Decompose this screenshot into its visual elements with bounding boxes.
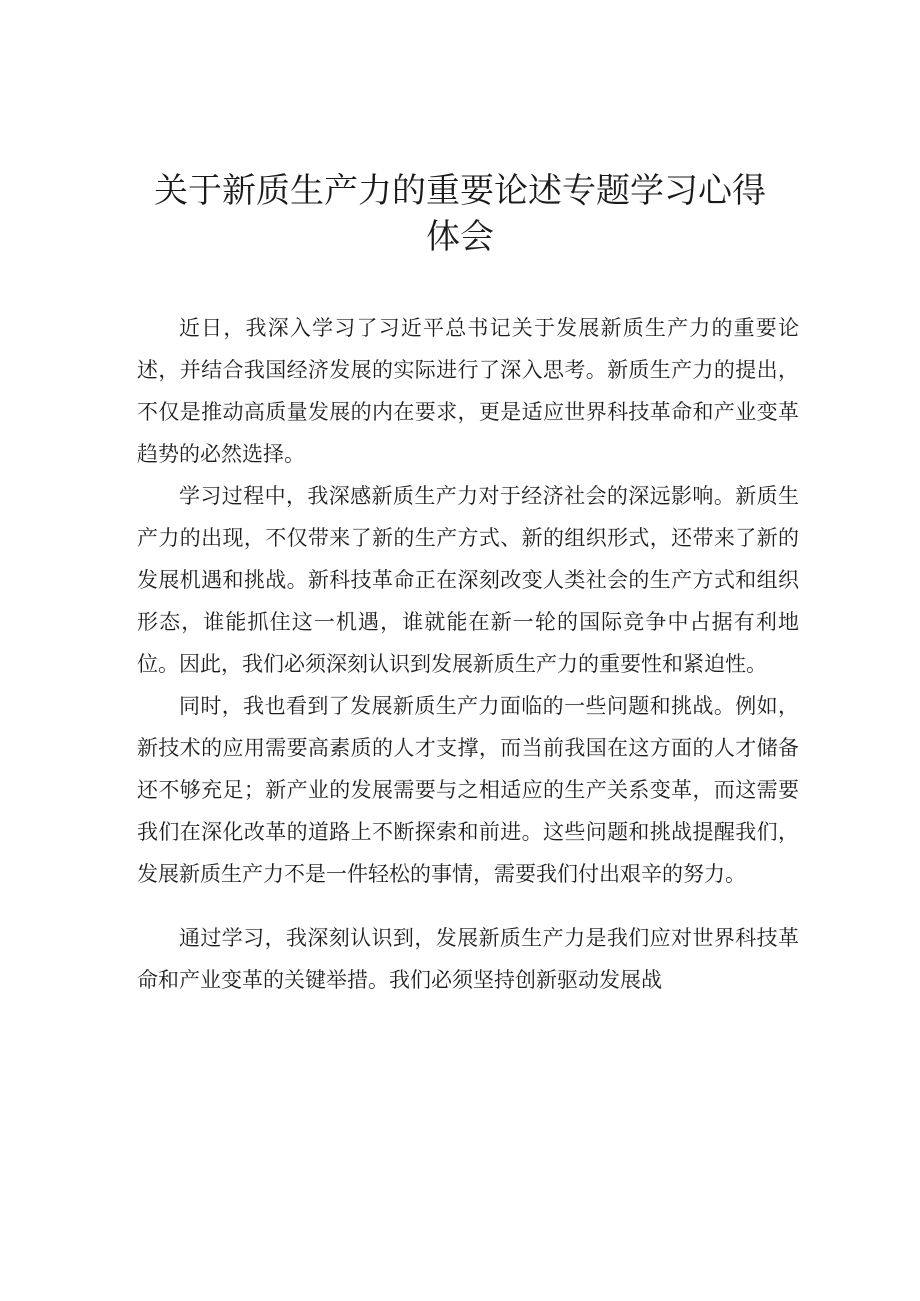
document-title [110,168,810,260]
title-line-1: 关于新质生产力的重要论述专题学习心得 [154,171,766,211]
title-line-2: 体会 [426,217,494,257]
document-body [137,307,799,1001]
paragraph-2: 学习过程中，我深感新质生产力对于经济社会的深远影响。新质生产力的出现，不仅带来了新的生产方式、新的组织形式，还带来了新的发展机遇和挑战。新科技革命正在深刻改变人类社会的生产方式和组织形态，谁能抓住这一机遇，谁就能在新一轮的国际竞争中占据有利地位。因此，我们必须深刻认识到发展新质生产力的重要性和紧迫性。 [137,484,799,676]
paragraph-1: 近日，我深入学习了习近平总书记关于发展新质生产力的重要论述，并结合我国经济发展的实际进行了深入思考。新质生产力的提出，不仅是推动高质量发展的内在要求，更是适应世界科技革命和产业变革趋势的必然选择。 [137,316,799,466]
paragraph-4: 通过学习，我深刻认识到，发展新质生产力是我们应对世界科技革命和产业变革的关键举措。我们必须坚持创新驱动发展战 [137,926,799,992]
paragraph-3: 同时，我也看到了发展新质生产力面临的一些问题和挑战。例如，新技术的应用需要高素质的人才支撑，而当前我国在这方面的人才储备还不够充足；新产业的发展需要与之相适应的生产关系变革，而这需要我们在深化改革的道路上不断探索和前进。这些问题和挑战提醒我们，发展新质生产力不是一件轻松的事情，需要我们付出艰辛的努力。 [137,694,799,886]
